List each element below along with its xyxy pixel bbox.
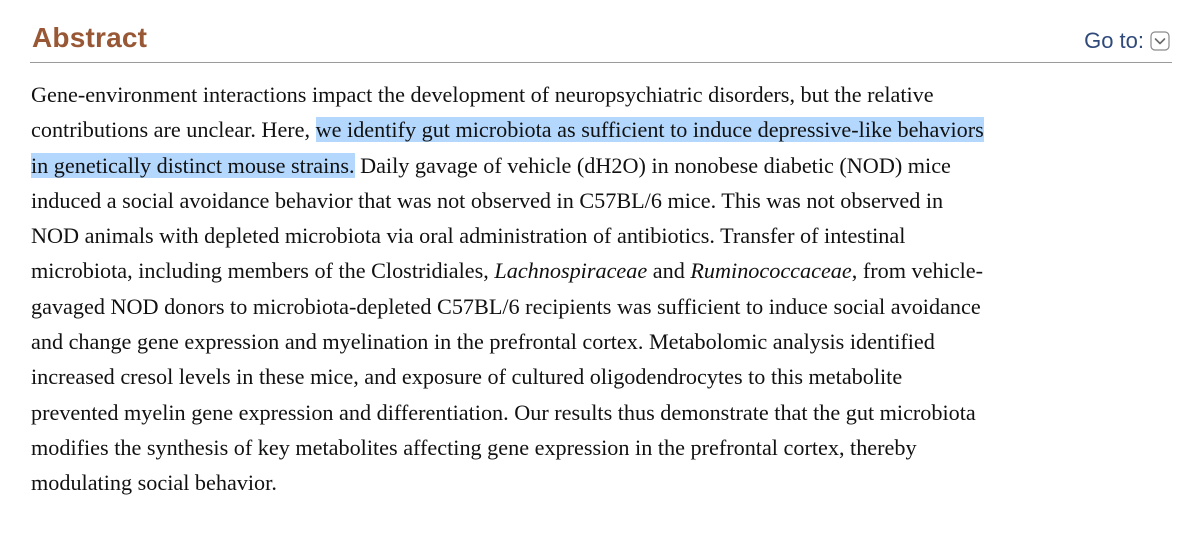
highlighted-text: in genetically distinct mouse strains. [31,152,355,178]
chevron-down-icon[interactable] [1150,31,1170,51]
section-title: Abstract [32,22,148,53]
abstract-text-segment: microbiota, including members of the Clostridiales, [31,258,495,284]
abstract-text-segment: increased cresol levels in these mice, and exposure of cultured oligodendrocytes to this metabolite [31,364,903,390]
abstract-text-segment: Gene-environment interactions impact the development of neuropsychiatric disorders, but the relative [31,82,934,107]
taxon-name: Ruminococcaceae [690,258,852,284]
goto-menu[interactable] [1084,28,1170,54]
highlighted-text: we identify gut microbiota as sufficient to induce depressive-like behaviors [315,117,984,143]
abstract-text-segment: contributions are unclear. Here, [31,117,316,143]
taxon-name: Lachnospiraceae [494,258,648,284]
abstract-text-segment: prevented myelin gene expression and differentiation. Our results thus demonstrate that the gut microbiota [31,399,976,425]
abstract-text [31,77,1181,501]
abstract-text-segment: gavaged NOD donors to microbiota-depleted C57BL/6 recipients was sufficient to induce social avoidance [31,293,981,319]
abstract-text-segment: induced a social avoidance behavior that was not observed in C57BL/6 mice. This was not observed in [31,187,944,213]
abstract-text-segment: modifies the synthesis of key metabolites affecting gene expression in the prefrontal cortex, thereby [31,434,917,460]
goto-label[interactable]: Go to: [1084,28,1144,53]
abstract-text-segment: , from vehicle- [851,258,983,284]
section-header [30,14,1172,63]
abstract-text-segment: and [647,258,691,284]
abstract-text-segment: and change gene expression and myelination in the prefrontal cortex. Metabolomic analysis identified [31,329,935,355]
abstract-text-segment: Daily gavage of vehicle (dH2O) in nonobese diabetic (NOD) mice [354,152,951,178]
abstract-text-segment: NOD animals with depleted microbiota via oral administration of antibiotics. Transfer of intestinal [31,223,906,249]
abstract-text-segment: modulating social behavior. [31,470,277,496]
